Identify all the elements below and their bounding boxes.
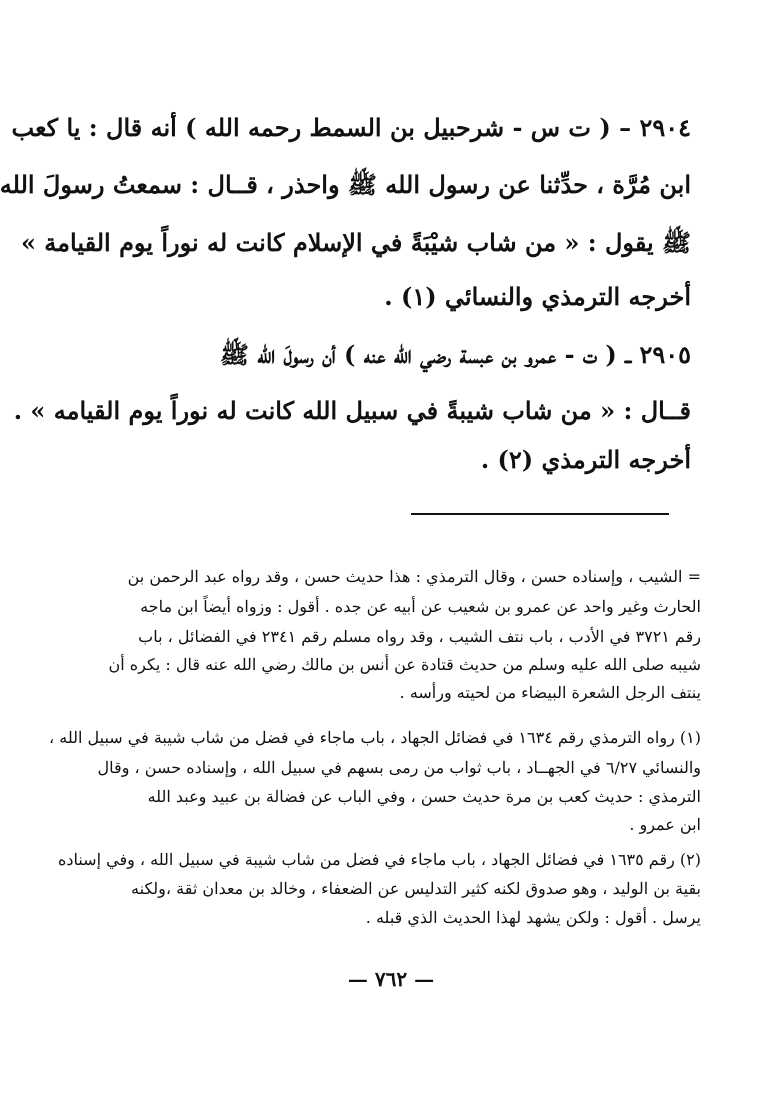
footnote-2-line-3: يرسل . أقول : ولكن يشهد لهذا الحديث الذي قبله .	[365, 908, 701, 927]
hadith-2904-line-2: ابن مُرَّة ، حدِّثنا عن رسول الله ﷺ واحذر ، قــال : سمعتُ رسولَ الله	[0, 170, 691, 199]
footnote-separator	[411, 513, 669, 515]
footnote-continued-line-5: ينتف الرجل الشعرة البيضاء من لحيته ورأسه .	[399, 683, 701, 702]
footnote-continued-line-4: شيبه صلى الله عليه وسلم من حديث قتادة عن أنس بن مالك رضي الله عنه قال : يكره أن	[108, 655, 701, 674]
footnote-1-line-3: الترمذي : حديث كعب بن مرة حديث حسن ، وفي الباب عن فضالة بن عبيد وعبد الله	[147, 787, 701, 806]
footnote-2-line-1: (٢) رقم ١٦٣٥ في فضائل الجهاد ، باب ماجاء في فضل من شاب شيبة في سبيل الله ، وفي إسناده	[57, 850, 701, 869]
hadith-2905-line-1: ٢٩٠٥ ــ ( ت - عمرو بن عبسة رضي الله عنه ) أن رسولَ الله ﷺ	[219, 340, 691, 369]
footnote-2-line-2: بقية بن الوليد ، وهو صدوق لكنه كثير التدليس عن الضعفاء ، وخالد بن معدان ثقة ،ولكنه	[131, 879, 701, 898]
footnote-1-line-4: ابن عمرو .	[629, 815, 701, 834]
hadith-2904-line-1: ٢٩٠٤ – ( ت س - شرحبيل بن السمط رحمه الله ) أنه قال : يا كعب	[11, 113, 691, 142]
footnote-continued-line-2: الحارث وغير واحد عن عمرو بن شعيب عن أبيه عن جده . أقول : وزواه أيضاً ابن ماجه	[140, 597, 701, 616]
hadith-2904-line-4: أخرجه الترمذي والنسائي (١) .	[384, 282, 691, 311]
footnote-continued-line-1: = الشيب ، وإسناده حسن ، وقال الترمذي : هذا حديث حسن ، وقد رواه عبد الرحمن بن	[127, 567, 701, 586]
hadith-2904-line-3: ﷺ يقول : « من شاب شيْبَةً في الإسلام كانت له نوراً يوم القيامة »	[20, 228, 691, 257]
hadith-2905-line-3: أخرجه الترمذي (٢) .	[480, 445, 691, 474]
footnote-continued-line-3: رقم ٣٧٢١ في الأدب ، باب نتف الشيب ، وقد رواه مسلم رقم ٢٣٤١ في الفضائل ، باب	[138, 627, 701, 646]
page-number: — ٧٦٢ —	[347, 967, 435, 991]
hadith-2905-line-2: قــال : « من شاب شيبةً في سبيل الله كانت له نوراً يوم القيامه » .	[13, 396, 691, 425]
footnote-1-line-2: والنسائي ٦/٢٧ في الجهــاد ، باب ثواب من رمى بسهم في سبيل الله ، وإسناده حسن ، وقال	[97, 758, 701, 777]
footnote-1-line-1: (١) رواه الترمذي رقم ١٦٣٤ في فضائل الجهاد ، باب ماجاء في فضل من شاب شيبة في سبيل الله ،	[48, 728, 701, 747]
